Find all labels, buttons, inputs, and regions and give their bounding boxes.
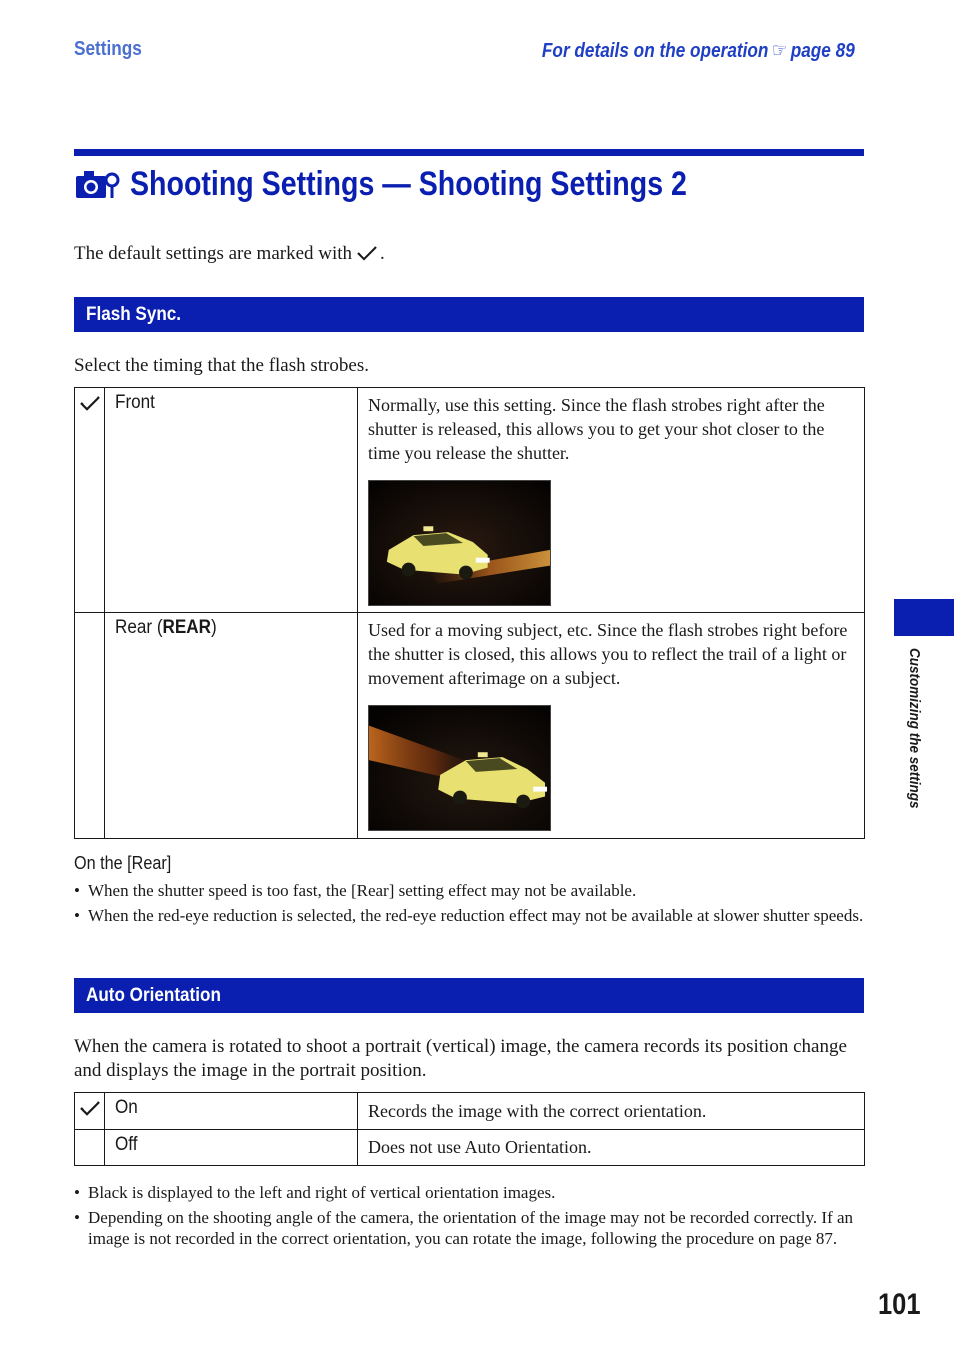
option-name-off: Off — [105, 1130, 358, 1166]
flash-sync-table — [74, 387, 865, 839]
running-header-reference[interactable] — [542, 38, 855, 63]
default-cell — [75, 613, 105, 839]
table-row — [75, 1093, 865, 1130]
section-heading-auto-orientation: Auto Orientation — [74, 978, 864, 1013]
intro-text-before: The default settings are marked with — [74, 243, 353, 264]
reference-text: For details on the operation — [542, 40, 769, 62]
list-item: • Black is displayed to the left and right of vertical orientation images. — [74, 1182, 864, 1203]
option-desc-front — [358, 388, 865, 613]
option-desc-rear-text: Used for a moving subject, etc. Since the flash strobes right before the shutter is closed, this allows you to reflect the trail of a light or movement afterimage on a subject. — [368, 620, 848, 688]
page-number: 101 — [878, 1288, 921, 1321]
flash-sync-notes — [74, 880, 864, 930]
flash-sync-lead: Select the timing that the flash strobes. — [74, 355, 369, 376]
list-item: • Depending on the shooting angle of the camera, the orientation of the image may not be recorded correctly. If an image is not recorded in the correct orientation, you can rotate the image, following the procedure on page 87. — [74, 1207, 864, 1249]
auto-orientation-lead: When the camera is rotated to shoot a portrait (vertical) image, the camera records its position change and displays the image in the portrait position. — [74, 1036, 847, 1081]
default-cell — [75, 1130, 105, 1166]
front-sync-photo — [368, 480, 551, 606]
option-name-rear: Rear (REAR) — [105, 613, 358, 839]
option-desc-rear — [358, 613, 865, 839]
auto-orientation-table — [74, 1092, 865, 1166]
side-tab-marker — [894, 599, 954, 636]
list-item: • When the shutter speed is too fast, the [Rear] setting effect may not be available. — [74, 880, 864, 901]
notes-heading-rear: On the [Rear] — [74, 853, 172, 873]
reference-page: page 89 — [790, 40, 855, 62]
table-row — [75, 388, 865, 613]
table-row — [75, 1130, 865, 1166]
checkmark-icon — [79, 1099, 101, 1117]
intro-text-after: . — [380, 243, 385, 264]
rear-sync-photo — [368, 705, 551, 831]
option-desc-front-text: Normally, use this setting. Since the flash strobes right after the shutter is released, this allows you to get your shot closer to the time you release the shutter. — [368, 395, 825, 463]
running-header-section: Settings — [74, 38, 142, 60]
section-heading-flash-sync: Flash Sync. — [74, 297, 864, 332]
option-desc-on: Records the image with the correct orientation. — [358, 1093, 865, 1130]
page-title: Shooting Settings — Shooting Settings 2 — [130, 164, 687, 203]
page-title-block — [74, 162, 793, 206]
option-name-front: Front — [105, 388, 358, 613]
checkmark-icon — [356, 245, 378, 261]
option-name-on: On — [105, 1093, 358, 1130]
table-row — [75, 613, 865, 839]
list-item: • When the red-eye reduction is selected, the red-eye reduction effect may not be available at slower shutter speeds. — [74, 905, 864, 926]
default-cell — [75, 1093, 105, 1130]
default-cell — [75, 388, 105, 613]
camera-settings-icon — [74, 164, 120, 204]
option-desc-off: Does not use Auto Orientation. — [358, 1130, 865, 1166]
side-tab-label: Customizing the settings — [906, 648, 923, 809]
title-rule — [74, 149, 864, 156]
checkmark-icon — [79, 394, 101, 412]
pointing-hand-icon: ☞ — [772, 40, 788, 62]
intro-text — [74, 242, 385, 266]
auto-orientation-notes — [74, 1182, 864, 1253]
